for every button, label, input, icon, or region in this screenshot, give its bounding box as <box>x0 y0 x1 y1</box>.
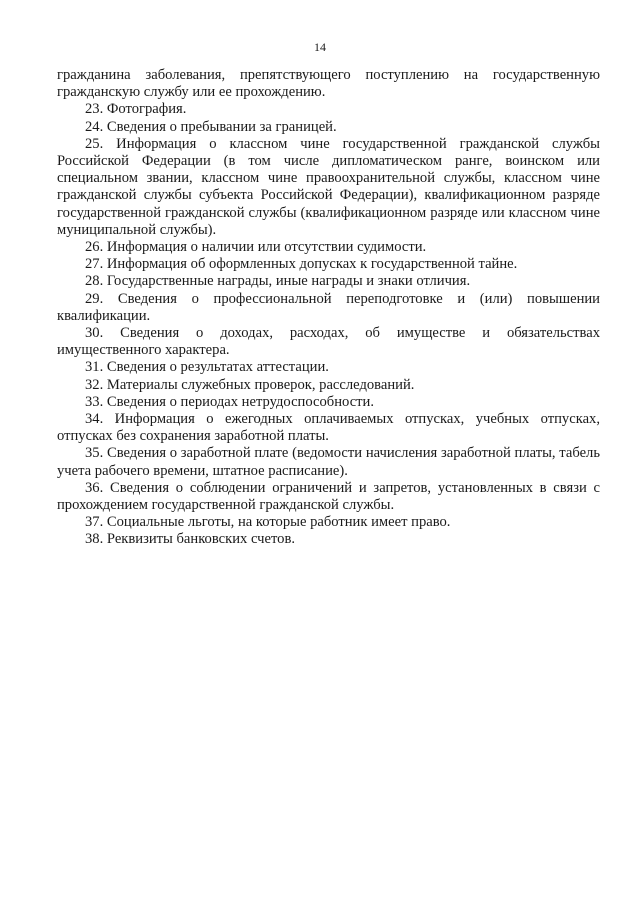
list-item-28: 28. Государственные награды, иные награды и знаки отличия. <box>85 273 471 290</box>
list-item-35: 35. Сведения о заработной плате (ведомости начисления заработной платы, табель учета рабочего времени, штатное расписание). <box>57 445 600 479</box>
list-item-33: 33. Сведения о периодах нетрудоспособности. <box>85 393 375 410</box>
list-item-36: 36. Сведения о соблюдении ограничений и запретов, установленных в связи с прохождением государственной гражданской службы. <box>57 479 600 514</box>
list-item-25: 25. Информация о классном чине государственной гражданской службы Российской Федерации (в том числе дипломатическом ранге, воинском или специальном звании, классном чине правоохранительной службы, классном чине гражданской службы субъекта Российской Федерации), квалификационном разряде государственной гражданской службы (квалификационном разряде или классном чине муниципальной службы). <box>57 135 600 238</box>
list-item-27: 27. Информация об оформленных допусках к государственной тайне. <box>85 256 518 273</box>
list-item-32: 32. Материалы служебных проверок, расследований. <box>85 376 415 393</box>
list-item-23: 23. Фотография. <box>85 101 187 118</box>
list-item-30: 30. Сведения о доходах, расходах, об имуществе и обязательствах имущественного характера. <box>57 325 600 359</box>
list-item-38: 38. Реквизиты банковских счетов. <box>85 531 295 548</box>
document-body <box>57 67 600 549</box>
list-item-34: 34. Информация о ежегодных оплачиваемых отпусках, учебных отпусках, отпусках без сохранения заработной платы. <box>57 411 600 445</box>
list-item-26: 26. Информация о наличии или отсутствии судимости. <box>85 239 427 256</box>
list-item-24: 24. Сведения о пребывании за границей. <box>85 118 337 135</box>
page-number: 14 <box>314 40 326 54</box>
paragraph-continuation: гражданина заболевания, препятствующего поступлению на государственную гражданскую службу или ее прохождению. <box>57 67 600 101</box>
list-item-37: 37. Социальные льготы, на которые работник имеет право. <box>85 514 451 531</box>
list-item-29: 29. Сведения о профессиональной переподготовке и (или) повышении квалификации. <box>57 290 600 324</box>
list-item-31: 31. Сведения о результатах аттестации. <box>85 359 329 376</box>
